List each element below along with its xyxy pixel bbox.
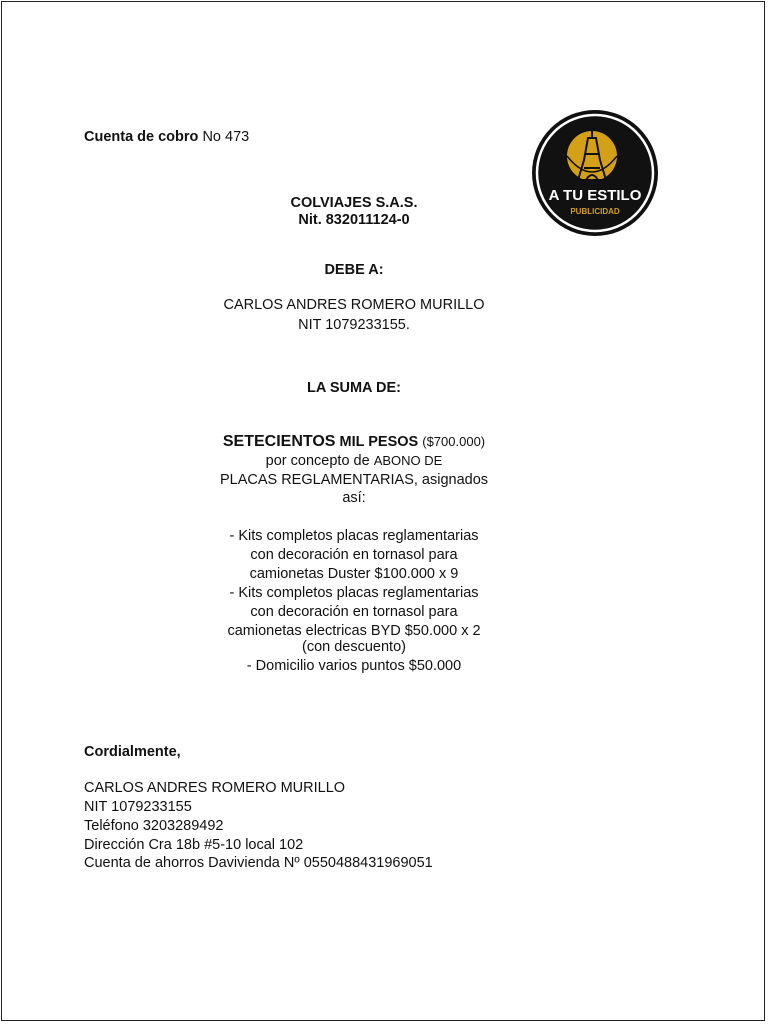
amount-words-2: MIL PESOS xyxy=(339,434,419,450)
invoice-number: No 473 xyxy=(202,129,250,145)
signature-account: Cuenta de ahorros Davivienda Nº 0550488431969051 xyxy=(84,855,433,871)
debtor-name: COLVIAJES S.A.S. xyxy=(290,195,418,211)
amount-figure: ($700.000) xyxy=(422,434,486,449)
invoice-header xyxy=(84,128,249,146)
concept-prefix: por concepto de xyxy=(265,453,370,469)
signature-nit: NIT 1079233155 xyxy=(84,799,192,815)
concept-line-1 xyxy=(2,452,706,470)
sum-label: LA SUMA DE: xyxy=(307,380,401,396)
amount-words-1: SETECIENTOS xyxy=(222,433,336,450)
item-line: con decoración en tornasol para xyxy=(250,604,458,620)
logo-brand-text: A TU ESTILO xyxy=(548,187,642,204)
item-line: - Domicilio varios puntos $50.000 xyxy=(246,658,462,674)
concept-line-3: así: xyxy=(342,490,366,506)
signature-name: CARLOS ANDRES ROMERO MURILLO xyxy=(84,780,346,796)
invoice-label: Cuenta de cobro xyxy=(84,129,199,145)
closing-text: Cordialmente, xyxy=(84,744,181,760)
item-line: - Kits completos placas reglamentarias xyxy=(229,585,479,601)
concept-line-2: PLACAS REGLAMENTARIAS, asignados xyxy=(219,472,489,488)
signature-phone: Teléfono 3203289492 xyxy=(84,818,224,834)
creditor-name: CARLOS ANDRES ROMERO MURILLO xyxy=(223,297,485,313)
logo-tagline-text: PUBLICIDAD xyxy=(570,207,620,216)
item-line: (con descuento) xyxy=(302,639,406,655)
debtor-nit: Nit. 832011124-0 xyxy=(298,212,410,228)
item-line: - Kits completos placas reglamentarias xyxy=(229,528,479,544)
item-line: con decoración en tornasol para xyxy=(250,547,458,563)
item-line: camionetas Duster $100.000 x 9 xyxy=(249,566,459,582)
signature-address: Dirección Cra 18b #5-10 local 102 xyxy=(84,837,304,853)
owes-label: DEBE A: xyxy=(324,262,384,278)
amount-line xyxy=(2,433,706,451)
document-page xyxy=(1,1,765,1021)
creditor-nit: NIT 1079233155. xyxy=(298,317,410,333)
concept-value: ABONO DE xyxy=(373,453,443,468)
item-line: camionetas electricas BYD $50.000 x 2 xyxy=(227,623,481,639)
